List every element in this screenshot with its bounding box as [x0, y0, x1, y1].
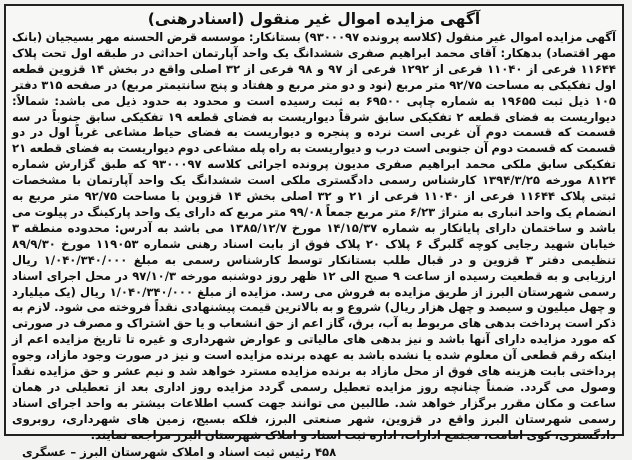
- notice-title: آگهی مزایده اموال غیر منقول (اسنادرهنی): [147, 10, 481, 28]
- auction-notice: [4, 4, 624, 459]
- notice-body: آگهی مزایده اموال غیر منقول (کلاسه پرونده ۹۳۰۰۰۹۷) بستانکار: موسسه قرض الحسنه مهر بسیجیان (بانک مهر اقتصاد) بدهکار: آقای محمد ابراهیم صفری ششدانگ یک واحد آپارتمان احداثی در طبقه اول تحت پلاک ۱۱۶۴۴ فرعی از ۱۱۰۴۰ فرعی از ۱۲۹۲ فرعی از ۹۷ و ۹۸ فرعی از ۳۲ اصلی واقع در بخش ۱۴ قزوین قطعه اول تفکیکی به مساحت ۹۲/۷۵ متر مربع (نود و دو متر مربع و هفتاد و پنج سانتیمتر مربع) در صفحه ۳۱۵ دفتر ۱۰۵ ذیل ثبت ۱۹۶۵۵ به شماره چاپی ۶۹۵۰۰ به ثبت رسیده است و محدود به حدود ذیل می باشد: شمالاً: دیواریست به فضای قطعه ۲ تفکیکی سابق شرقاً دیواریست به فضای قطعه ۱۹ تفکیکی سابق جنوباً در سه قسمت که قسمت دوم آن غربی است نرده و پنجره و دیواریست به فضای حیاط مشاعی غرباً اول در دو قسمت که قسمت دوم آن جنوبی است درب و دیواریست به راه پله مشاعی دوم دیواریست به فضای قطعه ۲۱ تفکیکی سابق ملکی محمد ابراهیم صفری مدیون پرونده اجرائی کلاسه ۹۳۰۰۰۹۷ که طبق گزارش شماره ۸۱۲۴ مورخه ۱۳۹۴/۳/۲۵ کارشناس رسمی دادگستری ملکی است ششدانگ یک واحد آپارتمان با مشخصات ثبتی پلاک ۱۱۶۴۴ فرعی از ۱۱۰۴۰ فرعی از ۲۱ و ۳۲ اصلی بخش ۱۴ قزوین با مساحت ۹۲/۷۵ متر مربع به انضمام یک واحد انباری به متراژ ۶/۲۳ متر مربع جمعاً ۹۹/۰۸ متر مربع که دارای یک واحد پارکینگ در پیلوت می باشد و ساختمان دارای پایانکار به شماره ۱۴/۱۵/۳۷ مورخ ۱۳۸۵/۱۲/۷ می باشد به آدرس: محدوده منطقه ۳ خیابان شهید رجایی کوچه گلبرگ ۶ پلاک ۲۰ پلاک فوق از بابت اسناد رهنی شماره ۱۱۹۰۵۳ مورخ ۸۹/۹/۳۰ تنظیمی دفتر ۳ قزوین و در قبال طلب بستانکار توسط کارشناس رسمی به مبلغ ۱/۰۴۰/۳۴۰/۰۰۰ ریال ارزیابی و به قطعیت رسیده از ساعت ۹ صبح الی ۱۲ ظهر روز دوشنبه مورخه ۹۷/۱۰/۳ در محل اجرای اسناد رسمی شهرستان البرز از طریق مزایده به فروش می رسد. مزایده از مبلغ ۱/۰۴۰/۳۴۰/۰۰۰ ریال (یک میلیارد و چهل میلیون و سیصد و چهل هزار ریال) شروع و به بالاترین قیمت پیشنهادی نقداً فروخته می شود. لازم به ذکر است پرداخت بدهی های مربوط به آب، برق، گاز اعم از حق انشعاب و یا حق اشتراک و مصرف در صورتی که مورد مزایده دارای آنها باشد و نیز بدهی های مالیاتی و عوارض شهرداری و غیره تا تاریخ مزایده اعم از اینکه رقم قطعی آن معلوم شده یا نشده باشد به عهده برنده مزایده است و نیز در صورت وجود مازاد، وجوه پرداختی بابت هزینه های فوق از محل مازاد به برنده مزایده مسترد خواهد شد و نیم عشر و حق مزایده نقداً وصول می گردد. ضمناً چنانچه روز مزایده تعطیل رسمی گردد مزایده روز اداری بعد از تعطیلی در همان ساعت و مکان مقرر برگزار خواهد شد. طالبین می توانند جهت کسب اطلاعات بیشتر به واحد اجرای اسناد رسمی شهرستان البرز واقع در قزوین، شهر صنعتی البرز، فلکه بسیج، زمین های شهرداری، روبروی دادگستری، کوی امامت، مجتمع ادارات، اداره ثبت اسناد و املاک شهرستان البرز مراجعه نمایند.: [12, 30, 616, 442]
- notice-signature: ۴۵۸ رئیس ثبت اسناد و املاک شهرستان البرز – عسگری: [22, 444, 337, 459]
